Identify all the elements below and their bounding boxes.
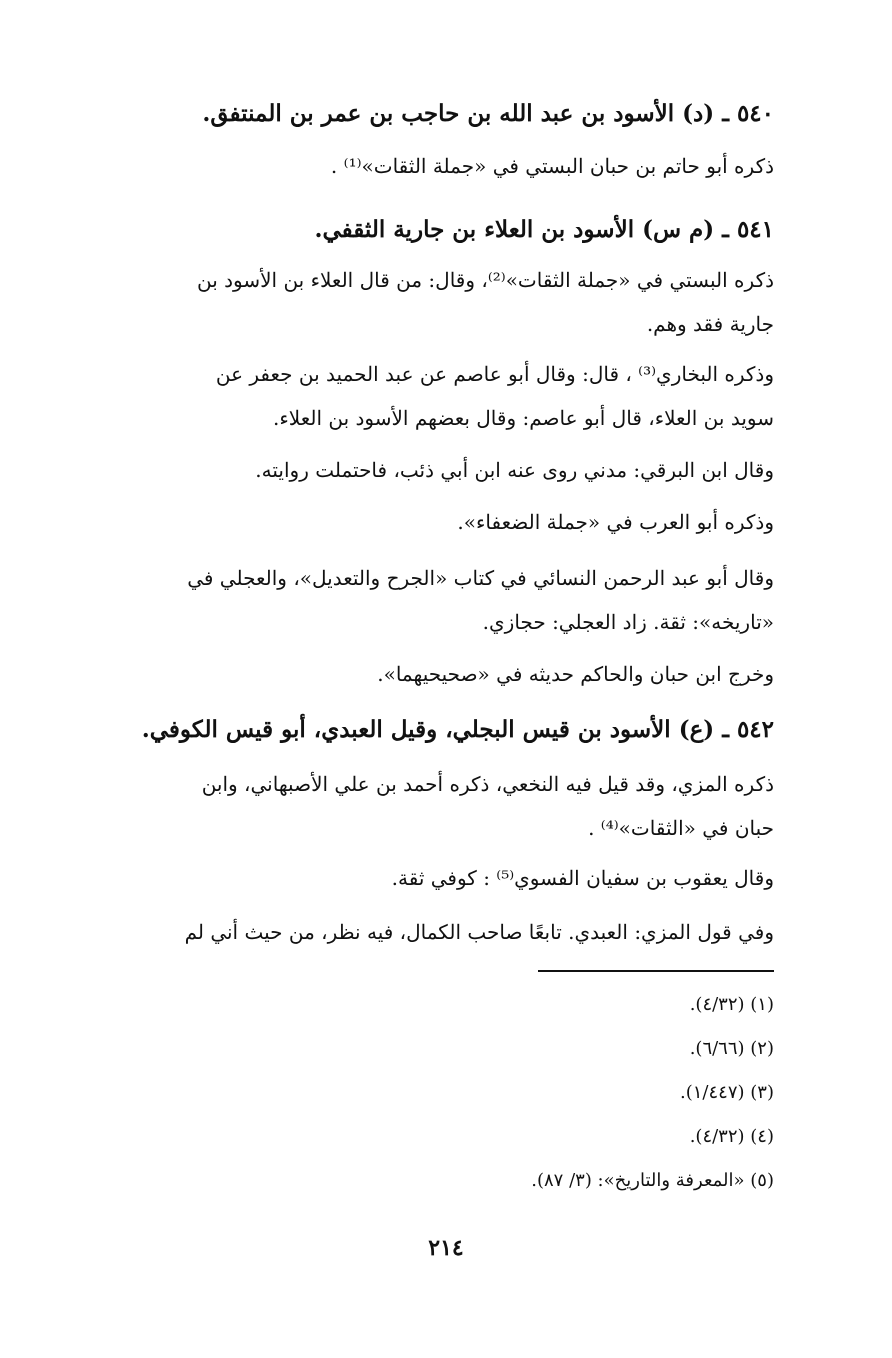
entry-541-paragraph-1: ذكره البستي في «جملة الثقات»⁽²⁾، وقال: من قال العلاء بن الأسود بن جارية فقد وهم. (196, 268, 774, 336)
entry-540-paragraph-1: ذكره أبو حاتم بن حبان البستي في «جملة الثقات»⁽¹⁾ . (330, 154, 774, 178)
footnote-5: (٥) «المعرفة والتاريخ»: (٣/ ٨٧). (531, 1170, 774, 1191)
page-number: ٢١٤ (428, 1235, 464, 1261)
entry-542-paragraph-2: وقال يعقوب بن سفيان الفسوي⁽⁵⁾ : كوفي ثقة. (391, 866, 774, 890)
entry-541-paragraph-3: وقال ابن البرقي: مدني روى عنه ابن أبي ذئب، فاحتملت روايته. (255, 458, 774, 482)
entry-541-paragraph-6: وخرج ابن حبان والحاكم حديثه في «صحيحيهما». (377, 662, 774, 686)
footnote-divider (538, 970, 774, 972)
entry-542-paragraph-1: ذكره المزي، وقد قيل فيه النخعي، ذكره أحمد بن علي الأصبهاني، وابن حبان في «الثقات»⁽⁴⁾ . (201, 772, 774, 840)
entry-541-title: ٥٤١ ـ (م س) الأسود بن العلاء بن جارية الثقفي. (314, 216, 774, 243)
entry-541-paragraph-4: وذكره أبو العرب في «جملة الضعفاء». (457, 510, 774, 534)
entry-542-title: ٥٤٢ ـ (ع) الأسود بن قيس البجلي، وقيل العبدي، أبو قيس الكوفي. (141, 716, 774, 743)
footnote-3: (٣) (١/٤٤٧). (680, 1082, 774, 1103)
footnote-1: (١) (٤/٣٢). (689, 994, 774, 1015)
footnote-4: (٤) (٤/٣٢). (689, 1126, 774, 1147)
entry-541-paragraph-5: وقال أبو عبد الرحمن النسائي في كتاب «الجرح والتعديل»، والعجلي في «تاريخه»: ثقة. زاد العجلي: حجازي. (187, 566, 774, 634)
entry-542-paragraph-3: وفي قول المزي: العبدي. تابعًا صاحب الكمال، فيه نظر، من حيث أني لم (184, 920, 774, 944)
entry-541-paragraph-2: وذكره البخاري⁽³⁾ ، قال: وقال أبو عاصم عن عبد الحميد بن جعفر عن سويد بن العلاء، قال أبو عاصم: وقال بعضهم الأسود بن العلاء. (215, 362, 774, 430)
entry-540-title: ٥٤٠ ـ (د) الأسود بن عبد الله بن حاجب بن عمر بن المنتفق. (202, 100, 774, 127)
footnote-2: (٢) (٦/٦٦). (689, 1038, 774, 1059)
